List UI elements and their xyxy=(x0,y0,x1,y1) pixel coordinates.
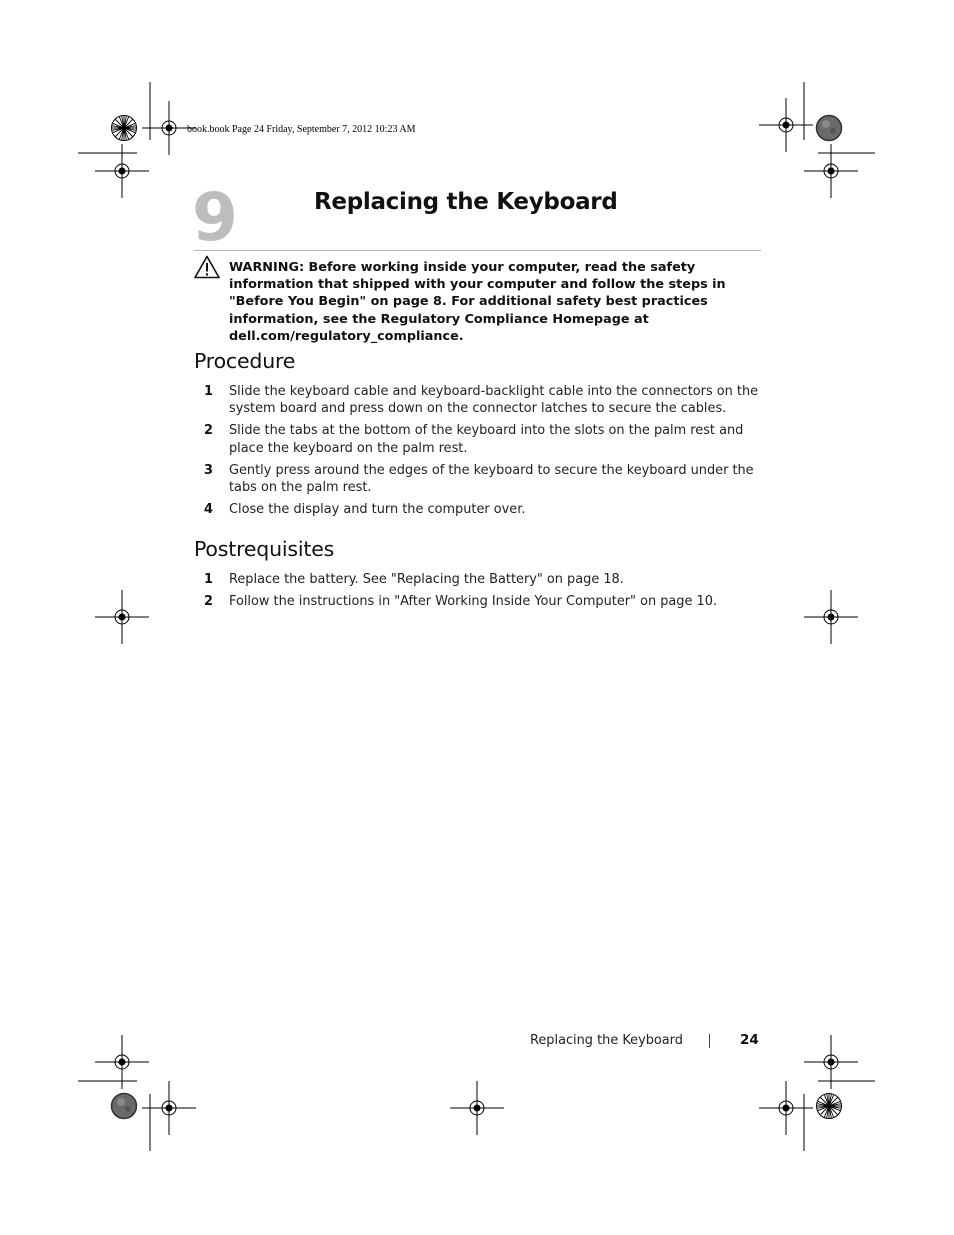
warning-text: WARNING: Before working inside your computer, read the safety information that shipped with your computer and follow the steps in "Before You Begin" on page 8. For additional safety best practices information, see the Regulatory Compliance Homepage at dell.com/regulatory_compliance. xyxy=(229,260,726,344)
step-number: 4 xyxy=(204,502,213,518)
footer-separator xyxy=(709,1034,710,1048)
registration-crosshair-icon xyxy=(804,144,858,198)
step-number: 1 xyxy=(204,572,213,587)
registration-starburst-icon xyxy=(112,116,137,141)
step-number: 2 xyxy=(204,423,213,439)
postrequisites-steps xyxy=(194,571,769,610)
step-number: 2 xyxy=(204,594,213,610)
step-text: Follow the instructions in "After Working Inside Your Computer" on page 10. xyxy=(229,594,718,610)
title-divider xyxy=(194,250,761,251)
procedure-heading: Procedure xyxy=(194,349,296,373)
procedure-step xyxy=(194,462,769,496)
postrequisite-step xyxy=(194,593,769,610)
postrequisite-step xyxy=(194,571,769,588)
registration-dot-icon xyxy=(112,1094,137,1119)
procedure-step xyxy=(194,383,769,417)
postrequisites-heading: Postrequisites xyxy=(194,537,335,561)
step-text: Slide the tabs at the bottom of the keyboard into the slots on the palm rest and place the keyboard on the palm rest. xyxy=(229,423,744,456)
step-text: Gently press around the edges of the keyboard to secure the keyboard under the tabs on the palm rest. xyxy=(229,462,754,496)
footer-chapter-title: Replacing the Keyboard xyxy=(530,1033,683,1048)
registration-starburst-icon xyxy=(817,1094,842,1119)
step-number: 1 xyxy=(204,384,213,399)
step-text: Slide the keyboard cable and keyboard-backlight cable into the connectors on the system board and press down on the connector latches to secure the cables. xyxy=(229,384,759,417)
page-number: 24 xyxy=(740,1032,759,1048)
registration-crosshair-icon xyxy=(95,590,149,644)
procedure-steps xyxy=(194,383,769,518)
registration-crosshair-icon xyxy=(759,98,813,152)
step-text: Close the display and turn the computer over. xyxy=(229,502,526,518)
registration-crosshair-icon xyxy=(759,1081,813,1135)
warning-triangle-icon xyxy=(194,255,220,283)
step-number: 3 xyxy=(204,462,213,478)
chapter-title: Replacing the Keyboard xyxy=(314,189,618,215)
print-header-stamp: book.book Page 24 Friday, September 7, 2012 10:23 AM xyxy=(187,124,416,135)
procedure-step xyxy=(194,422,769,456)
step-text: Replace the battery. See "Replacing the Battery" on page 18. xyxy=(229,572,624,587)
registration-crosshair-icon xyxy=(450,1081,504,1135)
registration-dot-icon xyxy=(817,116,842,141)
registration-crosshair-icon xyxy=(95,144,149,198)
procedure-step xyxy=(194,501,769,518)
chapter-number: 9 xyxy=(192,179,236,256)
registration-crosshair-icon xyxy=(804,590,858,644)
